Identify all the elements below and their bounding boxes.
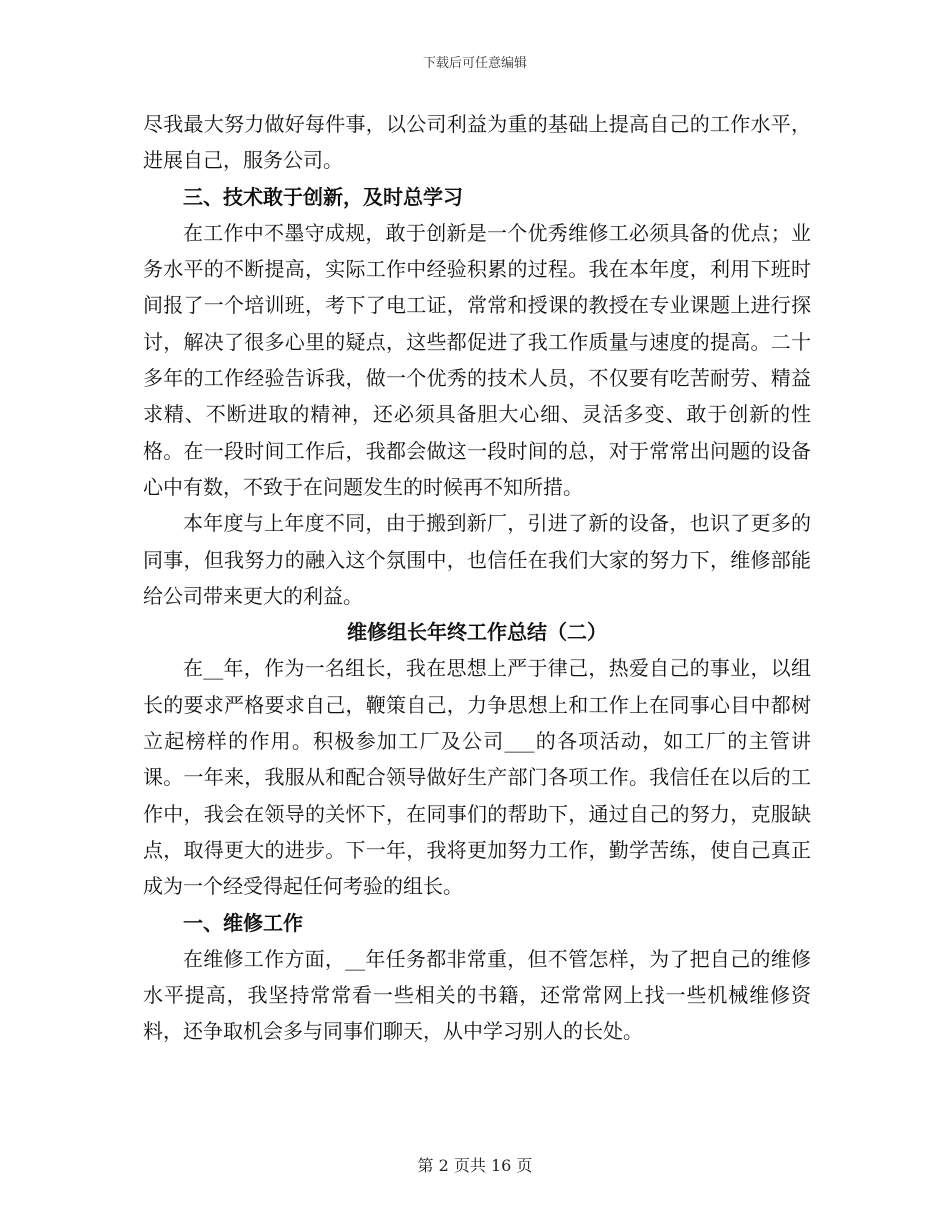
paragraph-team-leader: 在__年，作为一名组长，我在思想上严于律己，热爱自己的事业，以组长的要求严格要求自己，鞭策自己，力争思想上和工作上在同事心目中都树立起榜样的作用。积极参加工厂及公司___的各项活动，如工厂的主管讲课。一年来，我服从和配合领导做好生产部门各项工作。我信任在以后的工作中，我会在领导的关怀下，在同事们的帮助下，通过自己的努力，克服缺点，取得更大的进步。下一年，我将更加努力工作，勤学苦练，使自己真正成为一个经受得起任何考验的组长。	[143, 656, 811, 899]
paragraph-innovation: 在工作中不墨守成规，敢于创新是一个优秀维修工必须具备的优点；业务水平的不断提高，实际工作中经验积累的过程。我在本年度，利用下班时间报了一个培训班，考下了电工证，常常和授课的教授在专业课题上进行探讨，解决了很多心里的疑点，这些都促进了我工作质量与速度的提高。二十多年的工作经验告诉我，做一个优秀的技术人员，不仅要有吃苦耐劳、精益求精、不断进取的精神，还必须具备胆大心细、灵活多变、敢于创新的性格。在一段时间工作后，我都会做这一段时间的总，对于常常出问题的设备心中有数，不致于在问题发生的时候再不知所措。	[143, 220, 811, 499]
article-title: 维修组长年终工作总结（二）	[347, 620, 607, 645]
document-body	[143, 106, 811, 1050]
paragraph-maintenance: 在维修工作方面，__年任务都非常重，但不管怎样，为了把自己的维修水平提高，我坚持常常看一些相关的书籍，还常常网上找一些机械维修资料，还争取机会多与同事们聊天，从中学习别人的长处。	[143, 946, 811, 1044]
paragraph-continuation: 尽我最大努力做好每件事，以公司利益为重的基础上提高自己的工作水平，进展自己，服务公司。	[143, 112, 811, 173]
section-heading-innovation: 三、技术敢于创新，及时总学习	[183, 184, 463, 209]
paragraph-new-factory: 本年度与上年度不同，由于搬到新厂，引进了新的设备，也识了更多的同事，但我努力的融入这个氛围中，也信任在我们大家的努力下，维修部能给公司带来更大的利益。	[143, 511, 811, 608]
page-header: 下载后可任意编辑	[422, 56, 527, 71]
section-heading-maintenance: 一、维修工作	[183, 910, 303, 935]
page-footer: 第 2 页共 16 页	[417, 1156, 533, 1175]
